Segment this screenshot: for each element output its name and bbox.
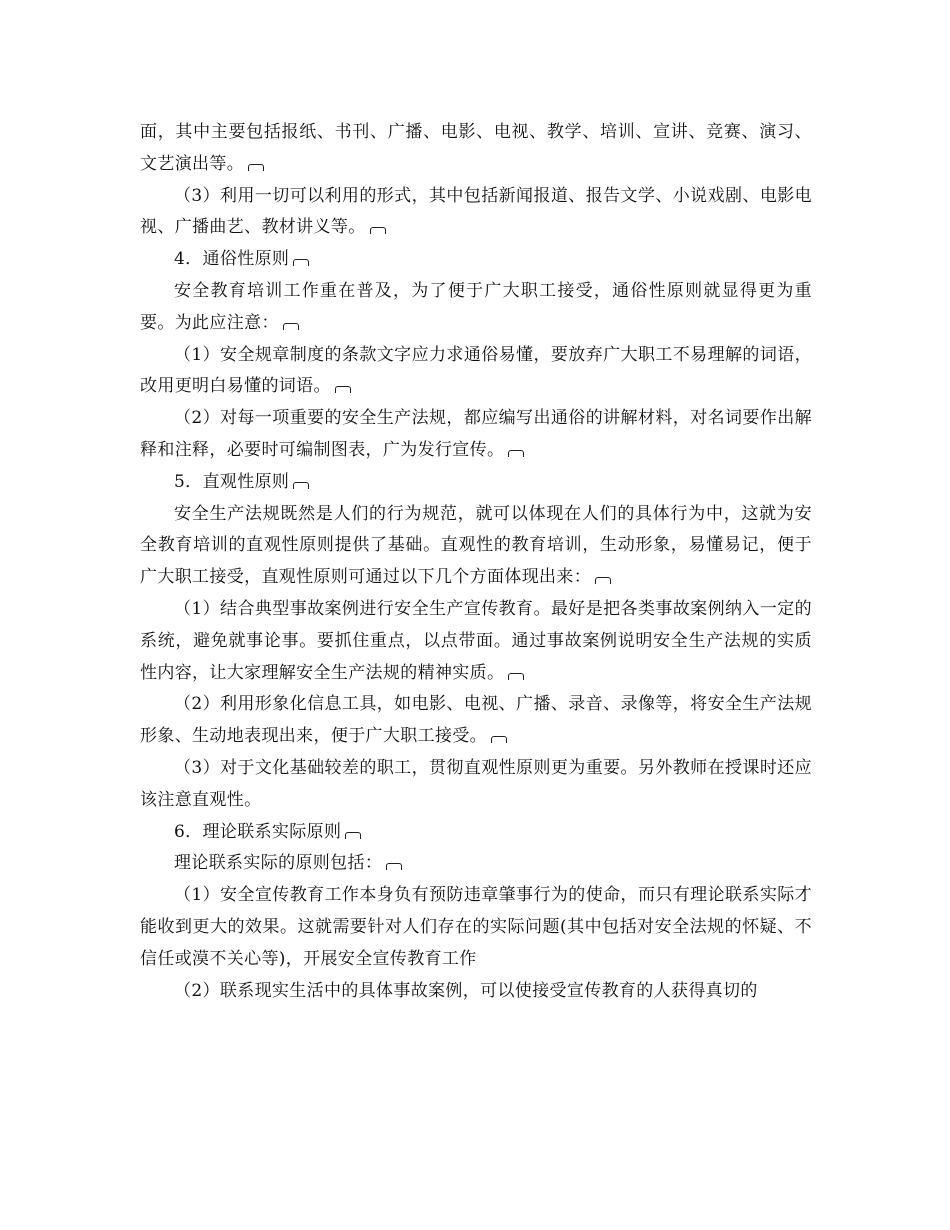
- paragraph-mark-icon: [491, 736, 507, 743]
- paragraph: [140, 848, 812, 880]
- paragraph-text: （1）安全宣传教育工作本身负有预防违章肇事行为的使命，而只有理论联系实际才能收到更大的效果。这就需要针对人们存在的实际问题(其中包括对安全法规的怀疑、不信任或漠不关心等)，开展安全宣传教育工作: [140, 885, 812, 969]
- paragraph: [140, 499, 812, 594]
- paragraph-text: （2）联系现实生活中的具体事故案例，可以使接受宣传教育的人获得真切的: [174, 980, 758, 1001]
- paragraph-text: （3）利用一切可以利用的形式，其中包括新闻报道、报告文学、小说戏剧、电影电视、广播曲艺、教材讲义等。: [140, 185, 812, 238]
- heading-text: 6．理论联系实际原则: [174, 821, 342, 842]
- paragraph-text: （2）对每一项重要的安全生产法规，都应编写出通俗的讲解材料，对名词要作出解释和注释，必要时可编制图表，广为发行宣传。: [140, 408, 812, 460]
- paragraph: [140, 276, 812, 340]
- paragraph-mark-icon: [335, 386, 351, 393]
- paragraph-text: （3）对于文化基础较差的职工，贯彻直观性原则更为重要。另外教师在授课时还应该注意直观性。: [140, 757, 812, 810]
- paragraph: [140, 689, 812, 753]
- paragraph: [140, 976, 812, 1008]
- paragraph-text: （1）结合典型事故案例进行安全生产宣传教育。最好是把各类事故案例纳入一定的系统，避免就事论事。要抓住重点，以点带面。通过事故案例说明安全生产法规的实质性内容，让大家理解安全生产法规的精神实质。: [140, 598, 812, 683]
- section-heading: [140, 817, 812, 849]
- document-body: [140, 117, 812, 1007]
- paragraph: [140, 880, 812, 975]
- paragraph-mark-icon: [293, 482, 309, 489]
- paragraph-mark-icon: [386, 863, 402, 870]
- paragraph-text: 安全生产法规既然是人们的行为规范，就可以体现在人们的具体行为中，这就为安全教育培训的直观性原则提供了基础。直观性的教育培训，生动形象，易懂易记，便于广大职工接受，直观性原则可通过以下几个方面体现出来：: [140, 503, 812, 588]
- paragraph: [140, 594, 812, 689]
- paragraph-text: 面，其中主要包括报纸、书刊、广播、电影、电视、教学、培训、宣讲、竞赛、演习、文艺演出等。: [140, 122, 812, 174]
- heading-text: 4．通俗性原则: [174, 249, 290, 270]
- paragraph-mark-icon: [293, 259, 309, 266]
- paragraph: [140, 340, 812, 404]
- paragraph-mark-icon: [283, 323, 299, 330]
- paragraph-mark-icon: [595, 577, 611, 584]
- paragraph: [140, 117, 812, 181]
- paragraph: [140, 181, 812, 245]
- paragraph-mark-icon: [345, 832, 361, 839]
- section-heading: [140, 467, 812, 499]
- heading-text: 5．直观性原则: [174, 471, 290, 492]
- section-heading: [140, 244, 812, 276]
- paragraph-text: （1）安全规章制度的条款文字应力求通俗易懂，要放弃广大职工不易理解的词语，改用更明白易懂的词语。: [140, 344, 812, 397]
- paragraph: [140, 753, 812, 817]
- paragraph-text: （2）利用形象化信息工具，如电影、电视、广播、录音、录像等，将安全生产法规形象、生动地表现出来，便于广大职工接受。: [140, 694, 812, 747]
- paragraph-mark-icon: [508, 450, 524, 457]
- paragraph-mark-icon: [370, 227, 386, 234]
- paragraph-mark-icon: [508, 673, 524, 680]
- paragraph-text: 理论联系实际的原则包括：: [174, 853, 383, 874]
- paragraph-mark-icon: [248, 164, 264, 171]
- paragraph-text: 安全教育培训工作重在普及，为了便于广大职工接受，通俗性原则就显得更为重要。为此应注意：: [140, 280, 812, 333]
- paragraph: [140, 403, 812, 467]
